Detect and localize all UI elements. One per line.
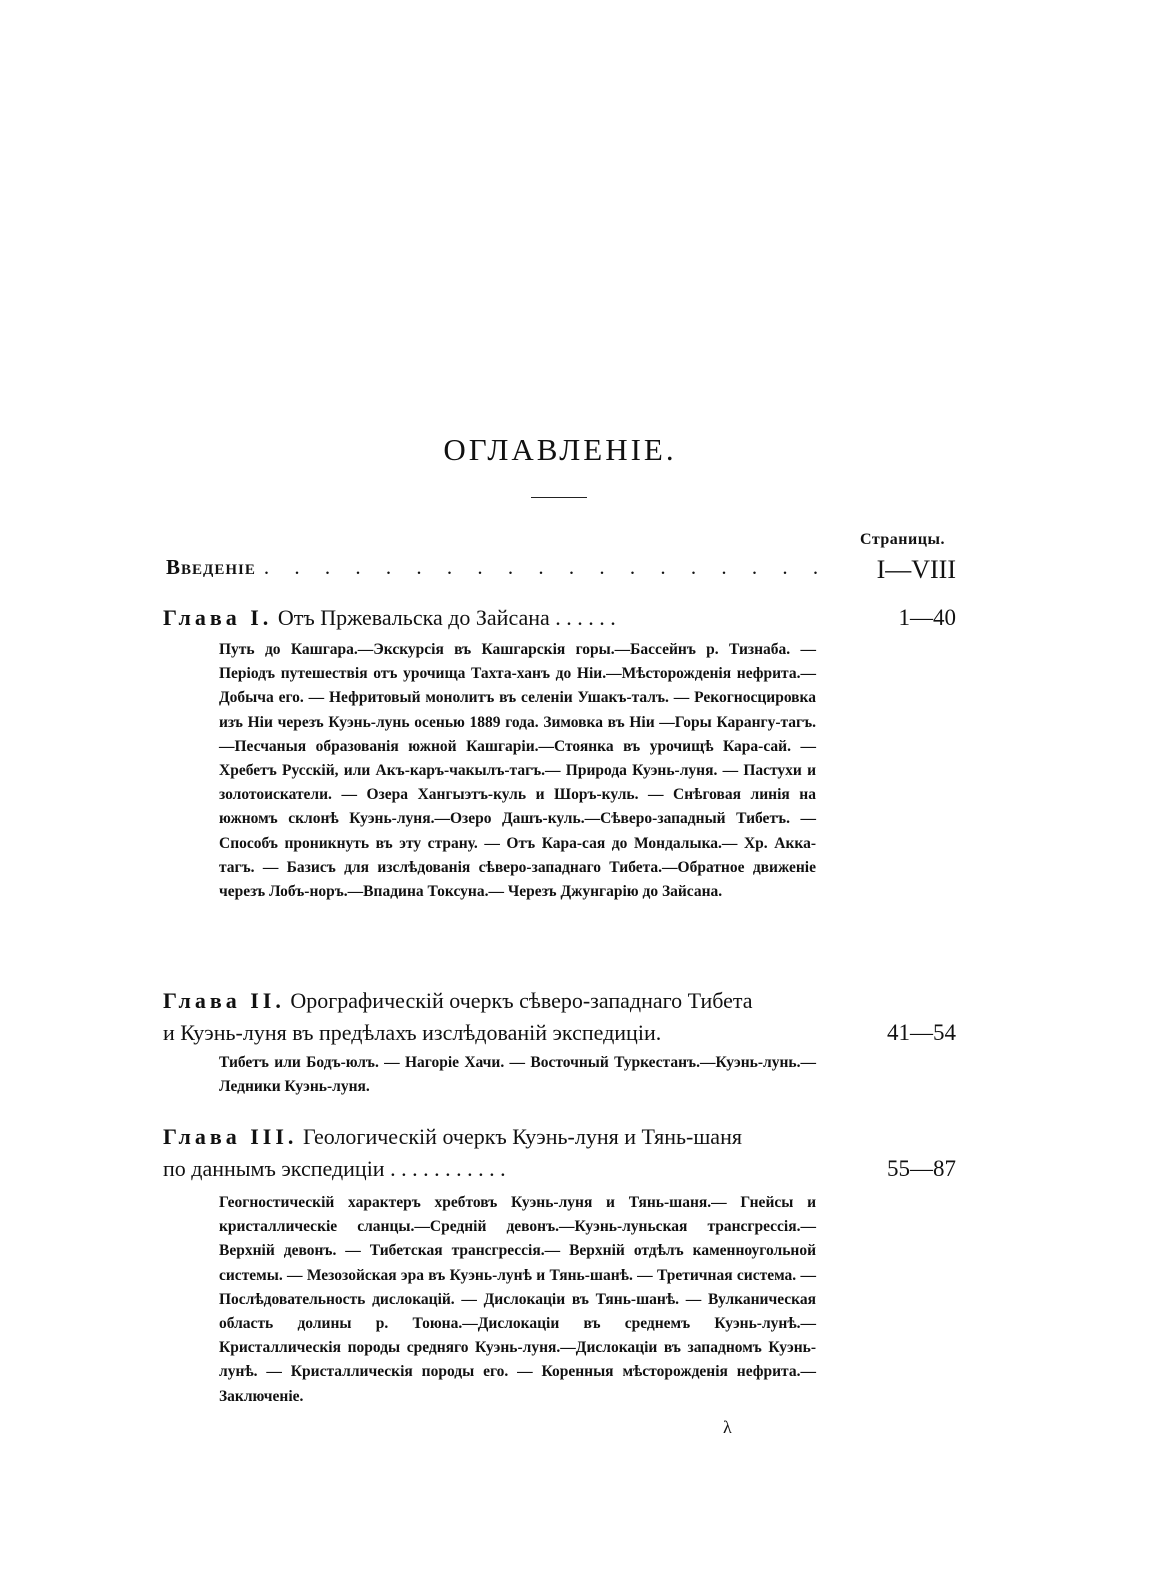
page-title: ОГЛАВЛЕНІЕ.: [443, 432, 677, 467]
chapter-1-summary: Путь до Кашгара.—Экскурсія въ Кашгарскія горы.—Бассейнъ р. Тизнаба. — Періодъ путешествія отъ урочища Тахта-ханъ до Ніи.—Мѣсторожденія нефрита.—Добыча его. — Нефритовый монолитъ въ селеніи Ушакъ-талъ. — Рекогносцировка изъ Ніи черезъ Куэнь-лунь осенью 1889 года. Зимовка въ Ніи —Горы Карангу-тагъ.—Песчаныя образованія южной Кашгаріи.—Стоянка въ урочищѣ Кара-сай. — Хребетъ Русскій, или Акъ-каръ-чакылъ-тагъ.— Природа Куэнь-луня. — Пастухи и золотоискатели. — Озера Хангыэтъ-куль и Шоръ-куль. — Снѣговая линія на южномъ склонѣ Куэнь-луня.—Озеро Дашъ-куль.—Сѣверо-западный Тибетъ. — Способъ проникнуть въ эту страну. — Отъ Кара-сая до Мондалыка.— Хр. Акка-тагъ. — Базисъ для изслѣдованія сѣверо-западнаго Тибета.—Обратное движеніе черезъ Лобъ-норъ.—Впадина Токсуна.— Черезъ Джунгарію до Зайсана.: [219, 641, 816, 901]
chapter-1-title: Отъ Пржевальска до Зайсана . . . . . .: [277, 605, 616, 630]
chapter-3: [163, 1121, 956, 1409]
chapter-2-summary: Тибетъ или Бодъ-юлъ. — Нагоріе Хачи. — Восточный Туркестанъ.—Куэнь-лунь.—Ледники Куэнь-луня.: [219, 1054, 816, 1096]
chapter-1-pages: 1—40: [898, 605, 956, 630]
chapter-2-title-line-1: [163, 985, 956, 1017]
chapter-3-label: Глава III.: [163, 1124, 298, 1149]
intro-entry: [166, 555, 956, 584]
title-rule: [531, 497, 587, 498]
chapter-3-summary: Геогностическій характеръ хребтовъ Куэнь-луня и Тянь-шаня.— Гнейсы и кристаллическіе сланцы.—Средній девонъ.—Куэнь-луньская трансгрессія.—Верхній девонъ. — Тибетская трансгрессія.— Верхній отдѣлъ каменноугольной системы. — Мезозойская эра въ Куэнь-лунѣ и Тянь-шанѣ. — Третичная система. — Послѣдовательность дислокацій. — Дислокаціи въ Тянь-шанѣ. — Вулканическая область долины р. Тоюна.—Дислокаціи въ среднемъ Куэнь-лунѣ.— Кристаллическія породы средняго Куэнь-луня.—Дислокаціи въ западномъ Куэнь-лунѣ. — Кристаллическія породы его. — Коренныя мѣсторожденія нефрита.—Заключеніе.: [219, 1194, 816, 1405]
intro-pages: I—VIII: [876, 555, 956, 584]
chapter-2-pages: 41—54: [887, 1020, 956, 1045]
chapter-1: [163, 602, 956, 904]
chapter-2-title-1: Орографическій очеркъ сѣверо-западнаго Тибета: [290, 988, 753, 1013]
chapter-2-label: Глава II.: [163, 988, 285, 1013]
chapter-1-title-line: [163, 602, 956, 634]
intro-label: Введеніе: [166, 555, 256, 579]
chapter-3-pages: 55—87: [887, 1156, 956, 1181]
chapter-2: [163, 985, 956, 1099]
chapter-3-title-line-1: [163, 1121, 956, 1153]
chapter-3-title-2: по даннымъ экспедиціи . . . . . . . . . . .: [163, 1156, 506, 1181]
chapter-2-title-line-2: [163, 1017, 956, 1049]
chapter-2-title-2: и Куэнь-луня въ предѣлахъ изслѣдованій экспедиціи.: [163, 1020, 662, 1045]
pages-column-header: Страницы.: [860, 531, 945, 548]
chapter-1-label: Глава I.: [163, 605, 273, 630]
intro-leader-dots: . . . . . . . . . . . . . . . . . . .: [263, 555, 829, 579]
chapter-3-title-1: Геологическій очеркъ Куэнь-луня и Тянь-шаня: [302, 1124, 742, 1149]
chapter-3-title-line-2: [163, 1153, 956, 1185]
footer-mark: λ: [723, 1417, 732, 1437]
